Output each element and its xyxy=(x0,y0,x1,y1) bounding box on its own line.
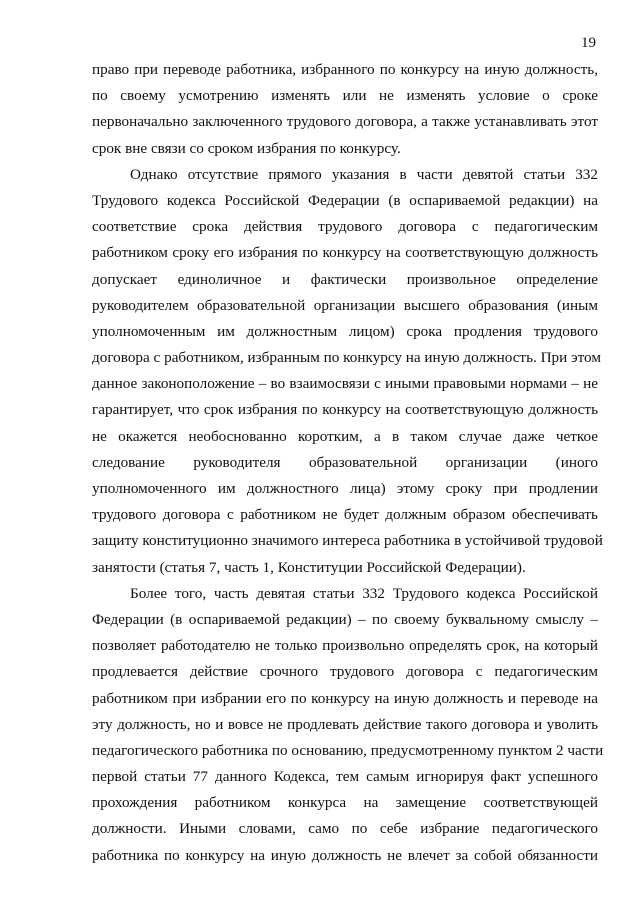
page-number: 19 xyxy=(581,35,596,51)
text-line: первой статьи 77 данного Кодекса, тем самым игнорируя факт успешного xyxy=(92,768,598,786)
text-line: защиту конституционно значимого интереса работника в устойчивой трудовой xyxy=(92,532,603,550)
text-line: прохождения работником конкурса на замещение соответствующей xyxy=(92,794,598,812)
text-line: первоначально заключенного трудового договора, а также устанавливать этот xyxy=(92,113,598,131)
text-line: по своему усмотрению изменять или не изменять условие о сроке xyxy=(92,87,598,105)
text-line: позволяет работодателю не только произвольно определять срок, на который xyxy=(92,637,598,655)
text-line: срок вне связи со сроком избрания по конкурсу. xyxy=(92,139,401,157)
paragraph xyxy=(92,581,604,869)
body-text xyxy=(92,57,604,869)
text-line: работника по конкурсу на иную должность не влечет за собой обязанности xyxy=(92,846,598,864)
text-line: педагогического работника по основанию, предусмотренному пунктом 2 части xyxy=(92,741,604,759)
text-line: данное законоположение – во взаимосвязи с иными правовыми нормами – не xyxy=(92,375,598,393)
text-line: руководителем образовательной организации высшего образования (иным xyxy=(92,296,598,314)
paragraph xyxy=(92,162,603,581)
text-line: Более того, часть девятая статьи 332 Трудового кодекса Российской xyxy=(130,584,598,602)
text-line: работником при избрании его по конкурсу на иную должность и переводе на xyxy=(92,689,598,707)
text-line: право при переводе работника, избранного по конкурсу на иную должность, xyxy=(92,61,598,78)
text-line: следование руководителя образовательной организации (иного xyxy=(92,453,598,471)
text-line: продлевается действие срочного трудового договора с педагогическим xyxy=(92,663,598,681)
text-line: Федерации (в оспариваемой редакции) – по своему буквальному смыслу – xyxy=(92,610,598,628)
text-line: Трудового кодекса Российской Федерации (в оспариваемой редакции) на xyxy=(92,191,598,209)
text-line: занятости (статья 7, часть 1, Конституции Российской Федерации). xyxy=(92,558,526,576)
text-line: Однако отсутствие прямого указания в части девятой статьи 332 xyxy=(130,165,598,183)
text-line: уполномоченного им должностного лица) этому сроку при продлении xyxy=(92,480,598,497)
text-line: эту должность, но и вовсе не продлевать действие такого договора и уволить xyxy=(92,715,598,733)
text-line: не окажется необоснованно коротким, а в таком случае даже четкое xyxy=(92,427,598,445)
text-line: договора с работником, избранным по конкурсу на иную должность. При этом xyxy=(92,349,601,367)
text-line: должности. Иными словами, само по себе избрание педагогического xyxy=(92,820,598,838)
text-line: допускает единоличное и фактически произвольное определение xyxy=(92,270,598,288)
text-line: соответствие срока действия трудового договора с педагогическим xyxy=(92,218,598,236)
text-line: трудового договора с работником не будет должным образом обеспечивать xyxy=(92,506,598,524)
text-line: гарантирует, что срок избрания по конкурсу на соответствующую должность xyxy=(92,401,598,419)
text-line: работником сроку его избрания по конкурсу на соответствующую должность xyxy=(92,244,598,262)
paragraph xyxy=(92,57,598,162)
text-line: уполномоченным им должностным лицом) срока продления трудового xyxy=(92,322,598,340)
